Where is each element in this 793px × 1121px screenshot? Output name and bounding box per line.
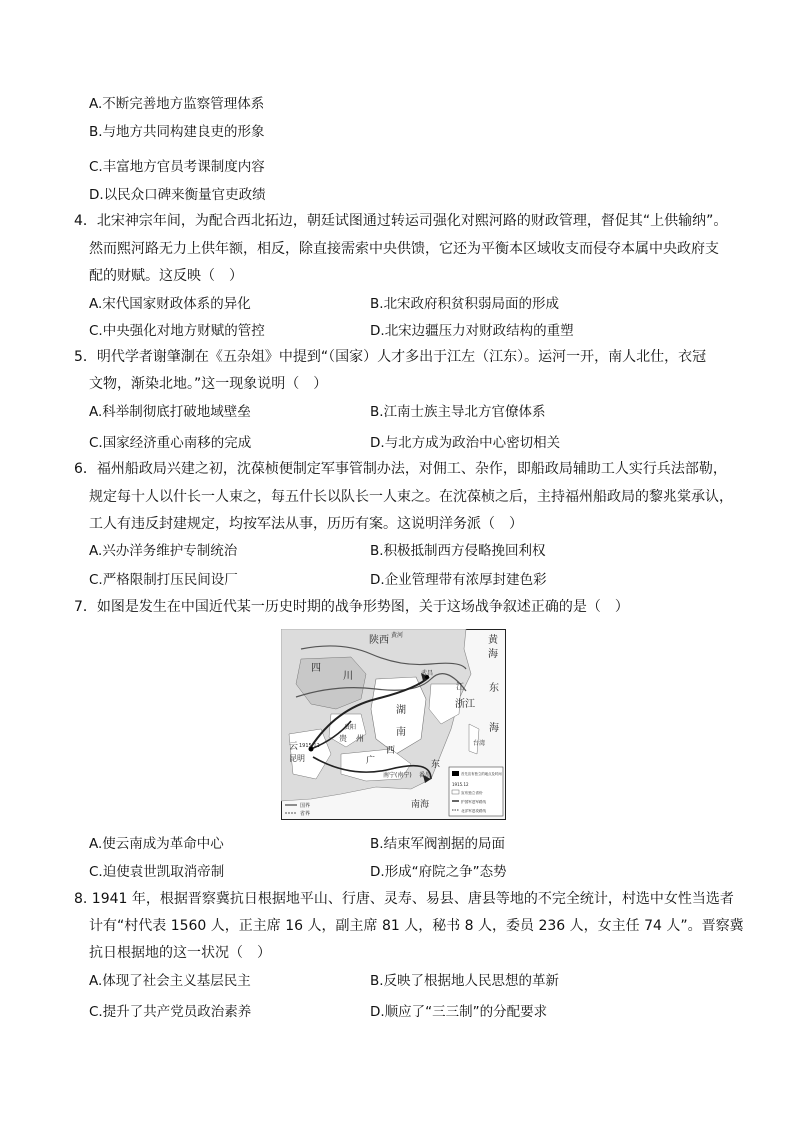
map-label-huanghai-2: 海 [488, 649, 498, 660]
war-situation-map [281, 629, 506, 820]
map-label-nanhai: 南海 [411, 800, 430, 810]
map-label-donghai: 海 [489, 723, 499, 734]
q6-stem-line-3: 工人有违反封建规定，均按军法从事，历历有案。这说明洋务派（ ） [89, 516, 523, 532]
q3-option-c: C.丰富地方官员考课制度内容 [89, 159, 265, 175]
map-label-hunan-1: 湖 [396, 705, 406, 716]
q6-option-d: D.企业管理带有浓厚封建色彩 [370, 572, 547, 588]
q3-option-d: D.以民众口碑来衡量官吏政绩 [89, 187, 266, 203]
map-label-dong-1: 东 [489, 683, 499, 694]
q5-option-c: C.国家经济重心南移的完成 [89, 435, 252, 451]
q7-option-d: D.形成“府院之争”态势 [370, 864, 507, 880]
q3-option-a: A.不断完善地方监察管理体系 [89, 96, 265, 112]
map-label-wuchang: 武昌 [421, 670, 434, 677]
q4-option-d: D.北宋边疆压力对财政结构的重塑 [370, 323, 574, 339]
q5-stem-line-1: 5．明代学者谢肇淛在《五杂俎》中提到“（国家）人才多出于江左（江东）。运河一开，南人北仕，衣冠 [74, 349, 707, 365]
q8-option-b: B.反映了根据地人民思想的革新 [370, 973, 560, 989]
q3-option-b: B.与地方共同构建良吏的形象 [89, 124, 265, 140]
q5-option-b: B.江南士族主导北方官僚体系 [370, 404, 546, 420]
q8-stem-line-3: 抗日根据地的这一状况（ ） [89, 945, 271, 961]
q7-stem: 7．如图是发生在中国近代某一历史时期的战争形势图，关于这场战争叙述正确的是（ ） [74, 599, 629, 615]
q8-stem-line-2: 计有“村代表 1560 人，正主席 16 人，副主席 81 人，秘书 8 人，委员 236 人，女主任 74 人”。晋察冀 [89, 918, 744, 934]
map-label-guizhou-2: 州 [356, 734, 364, 743]
map-label-nanning: 南宁(南宁) [383, 772, 412, 779]
q7-option-c: C.迫使袁世凯取消帝制 [89, 864, 225, 880]
map-legend-border-2: 省界 [300, 811, 311, 817]
map-label-jiang: 江 [456, 682, 464, 691]
legend-swatch-2 [452, 790, 459, 794]
map-svg [281, 629, 506, 820]
q6-stem-line-1: 6．福州船政局兴建之初，沈葆桢便制定军事管制办法，对佣工、杂作，即船政局辅助工人实行兵法部勒， [74, 461, 727, 477]
map-legend-border-1: 国界 [300, 803, 311, 809]
q4-option-c: C.中央强化对地方财赋的管控 [89, 323, 265, 339]
q5-option-a: A.科举制彻底打破地域壁垒 [89, 404, 251, 420]
q6-stem-line-2: 规定每十人以什长一人束之，每五什长以队长一人束之。在沈葆桢之后，主持福州船政局的黎兆棠承认， [89, 489, 733, 505]
q4-stem-line-2: 然而熙河路无力上供年额，相反，除直接需索中央供馈，它还为平衡本区域收支而侵夺本属中央政府支 [89, 241, 719, 257]
map-label-huanghe: 黄河 [391, 632, 404, 639]
q8-option-d: D.顺应了“三三制”的分配要求 [370, 1004, 548, 1020]
map-legend-3: 护国军进军路线 [461, 800, 487, 804]
map-label-huanghai-1: 黄 [488, 635, 498, 646]
q7-option-b: B.结束军阀割据的局面 [370, 836, 506, 852]
q4-option-a: A.宋代国家财政体系的异化 [89, 296, 251, 312]
map-label-guangxi-1: 广 [366, 756, 376, 766]
q4-stem-line-3: 配的财赋。这反映（ ） [89, 268, 243, 284]
map-legend-2: 宣布独立省份 [461, 791, 483, 795]
q6-option-a: A.兴办洋务维护专制统治 [89, 543, 238, 559]
q6-option-c: C.严格限制打压民间设厂 [89, 572, 238, 588]
map-label-kunming: 昆明 [289, 754, 305, 763]
map-legend-1: 首先宣布独立的地点及时间 [461, 772, 502, 776]
map-label-hunan-2: 南 [396, 727, 406, 738]
map-legend-4: 北洋军进攻路线 [461, 809, 487, 813]
q8-option-a: A.体现了社会主义基层民主 [89, 973, 251, 989]
map-label-taiwan: 台湾 [473, 740, 486, 747]
map-label-guangdong-1: 东 [431, 760, 441, 770]
map-label-sichuan-1: 四 [311, 663, 321, 674]
map-label-guizhou-1: 贵 [339, 734, 347, 743]
map-legend-date: 1915.12 [452, 782, 469, 787]
map-label-guangxi-2: 西 [386, 746, 396, 756]
taiwan-island [469, 724, 479, 754]
q5-option-d: D.与北方成为政治中心密切相关 [370, 435, 561, 451]
map-label-yun: 云 [289, 742, 299, 752]
map-label-zhejiang: 浙江 [455, 699, 475, 710]
legend-swatch-1 [452, 771, 459, 776]
q7-option-a: A.使云南成为革命中心 [89, 836, 224, 852]
q8-stem-line-1: 8. 1941 年，根据晋察冀抗日根据地平山、行唐、灵寿、易县、唐县等地的不完全统计，村选中女性当选者 [74, 891, 734, 907]
map-label-panyu: 番禺 [419, 772, 432, 779]
map-label-shaanxi: 陕西 [369, 635, 389, 646]
map-label-sichuan-2: 川 [343, 671, 353, 682]
q4-option-b: B.北宋政府积贫积弱局面的形成 [370, 296, 560, 312]
map-label-guiyang: 贵阳 [344, 724, 357, 731]
map-label-date-1915: 1915.12 [299, 743, 320, 749]
q6-option-b: B.积极抵制西方侵略挽回利权 [370, 543, 546, 559]
q8-option-c: C.提升了共产党员政治素养 [89, 1004, 252, 1020]
q4-stem-line-1: 4．北宋神宗年间，为配合西北拓边，朝廷试图通过转运司强化对熙河路的财政管理，督促其“上供输纳”。 [74, 213, 728, 229]
q5-stem-line-2: 文物，渐染北地。”这一现象说明（ ） [89, 376, 328, 392]
